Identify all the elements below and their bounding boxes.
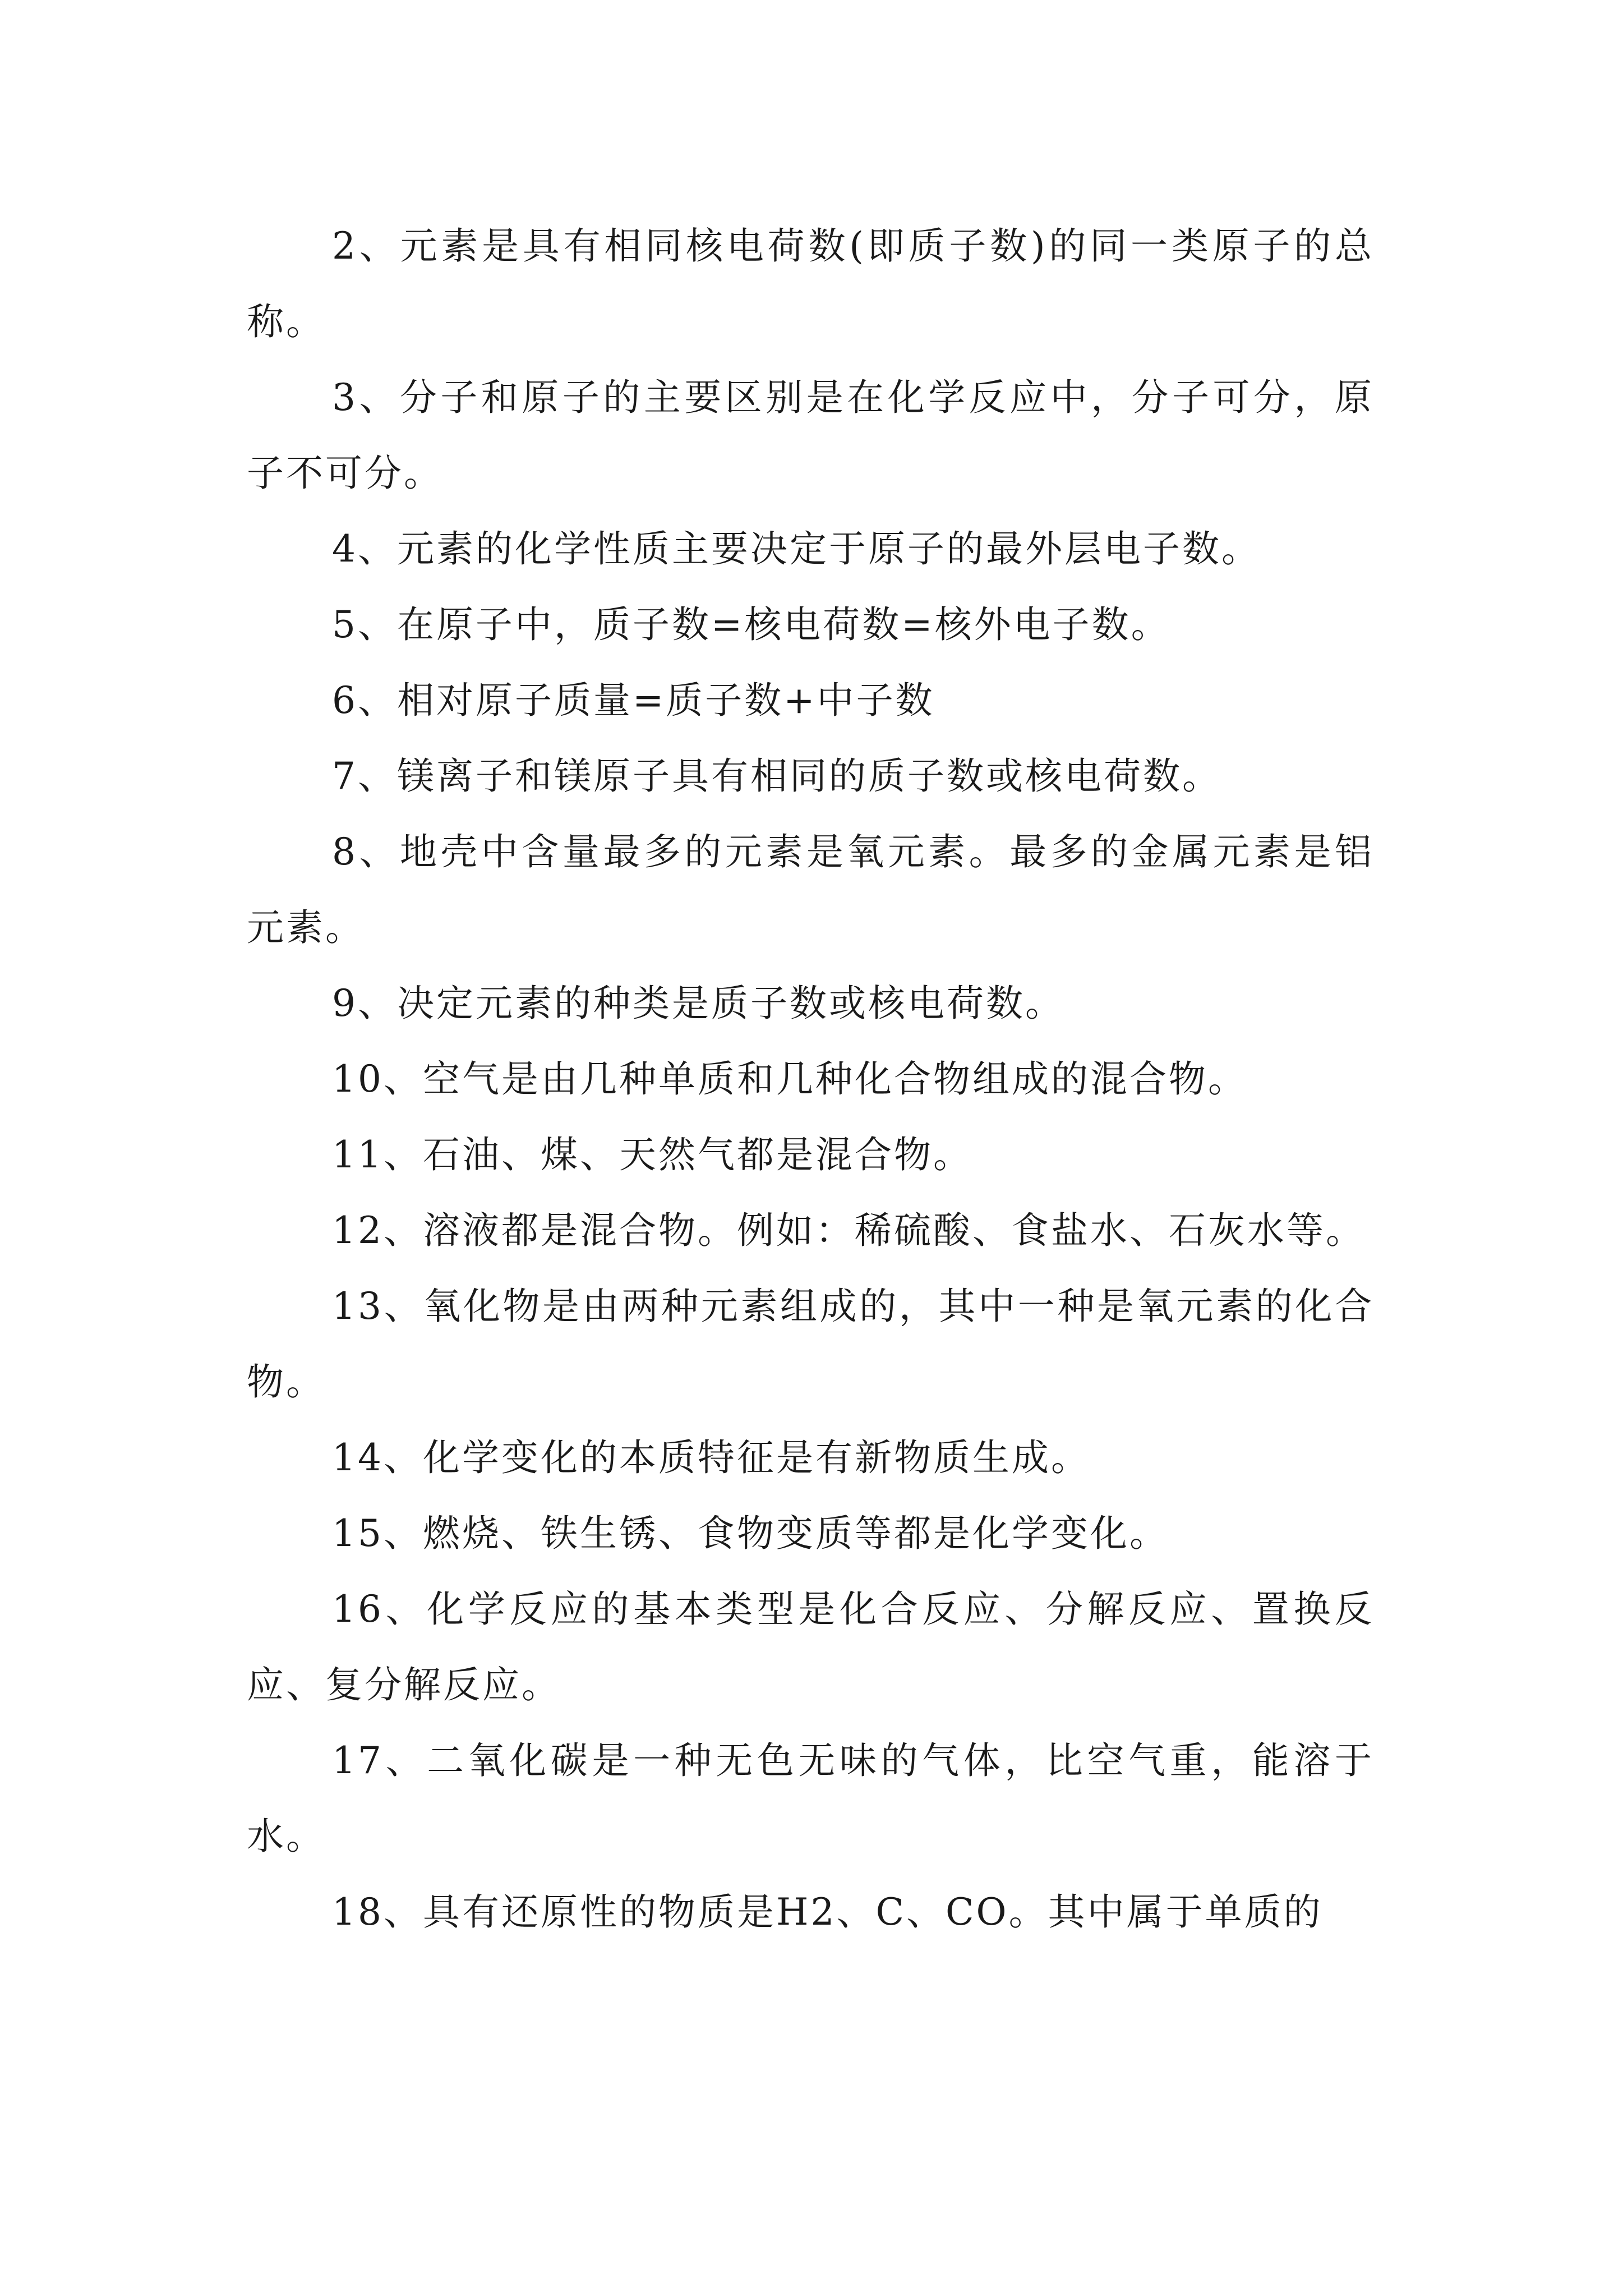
document-body bbox=[247, 208, 1374, 1950]
paragraph-item-4: 4、元素的化学性质主要决定于原子的最外层电子数。 bbox=[332, 527, 1261, 570]
paragraph-item-3: 3、分子和原子的主要区别是在化学反应中，分子可分，原子不可分。 bbox=[247, 376, 1374, 495]
paragraph-item-7: 7、镁离子和镁原子具有相同的质子数或核电荷数。 bbox=[332, 754, 1221, 798]
paragraph-item-14: 14、化学变化的本质特征是有新物质生成。 bbox=[332, 1436, 1090, 1479]
paragraph-item-9: 9、决定元素的种类是质子数或核电荷数。 bbox=[332, 982, 1064, 1025]
paragraph-item-10: 10、空气是由几种单质和几种化合物组成的混合物。 bbox=[332, 1057, 1247, 1101]
paragraph-item-18: 18、具有还原性的物质是H2、C、CO。其中属于单质的 bbox=[332, 1890, 1323, 1934]
paragraph-item-2: 2、元素是具有相同核电荷数(即质子数)的同一类原子的总称。 bbox=[247, 224, 1374, 343]
paragraph-item-8: 8、地壳中含量最多的元素是氧元素。最多的金属元素是铝元素。 bbox=[247, 830, 1374, 949]
paragraph-item-12: 12、溶液都是混合物。例如：稀硫酸、食盐水、石灰水等。 bbox=[332, 1209, 1365, 1252]
paragraph-item-16: 16、化学反应的基本类型是化合反应、分解反应、置换反应、复分解反应。 bbox=[247, 1588, 1374, 1706]
paragraph-item-11: 11、石油、煤、天然气都是混合物。 bbox=[332, 1133, 972, 1176]
paragraph-item-5: 5、在原子中，质子数=核电荷数=核外电子数。 bbox=[332, 603, 1170, 646]
paragraph-item-17: 17、二氧化碳是一种无色无味的气体，比空气重，能溶于水。 bbox=[247, 1739, 1374, 1858]
paragraph-item-15: 15、燃烧、铁生锈、食物变质等都是化学变化。 bbox=[332, 1512, 1169, 1555]
paragraph-item-13: 13、氧化物是由两种元素组成的，其中一种是氧元素的化合物。 bbox=[247, 1285, 1374, 1404]
paragraph-item-6: 6、相对原子质量=质子数+中子数 bbox=[332, 679, 935, 722]
